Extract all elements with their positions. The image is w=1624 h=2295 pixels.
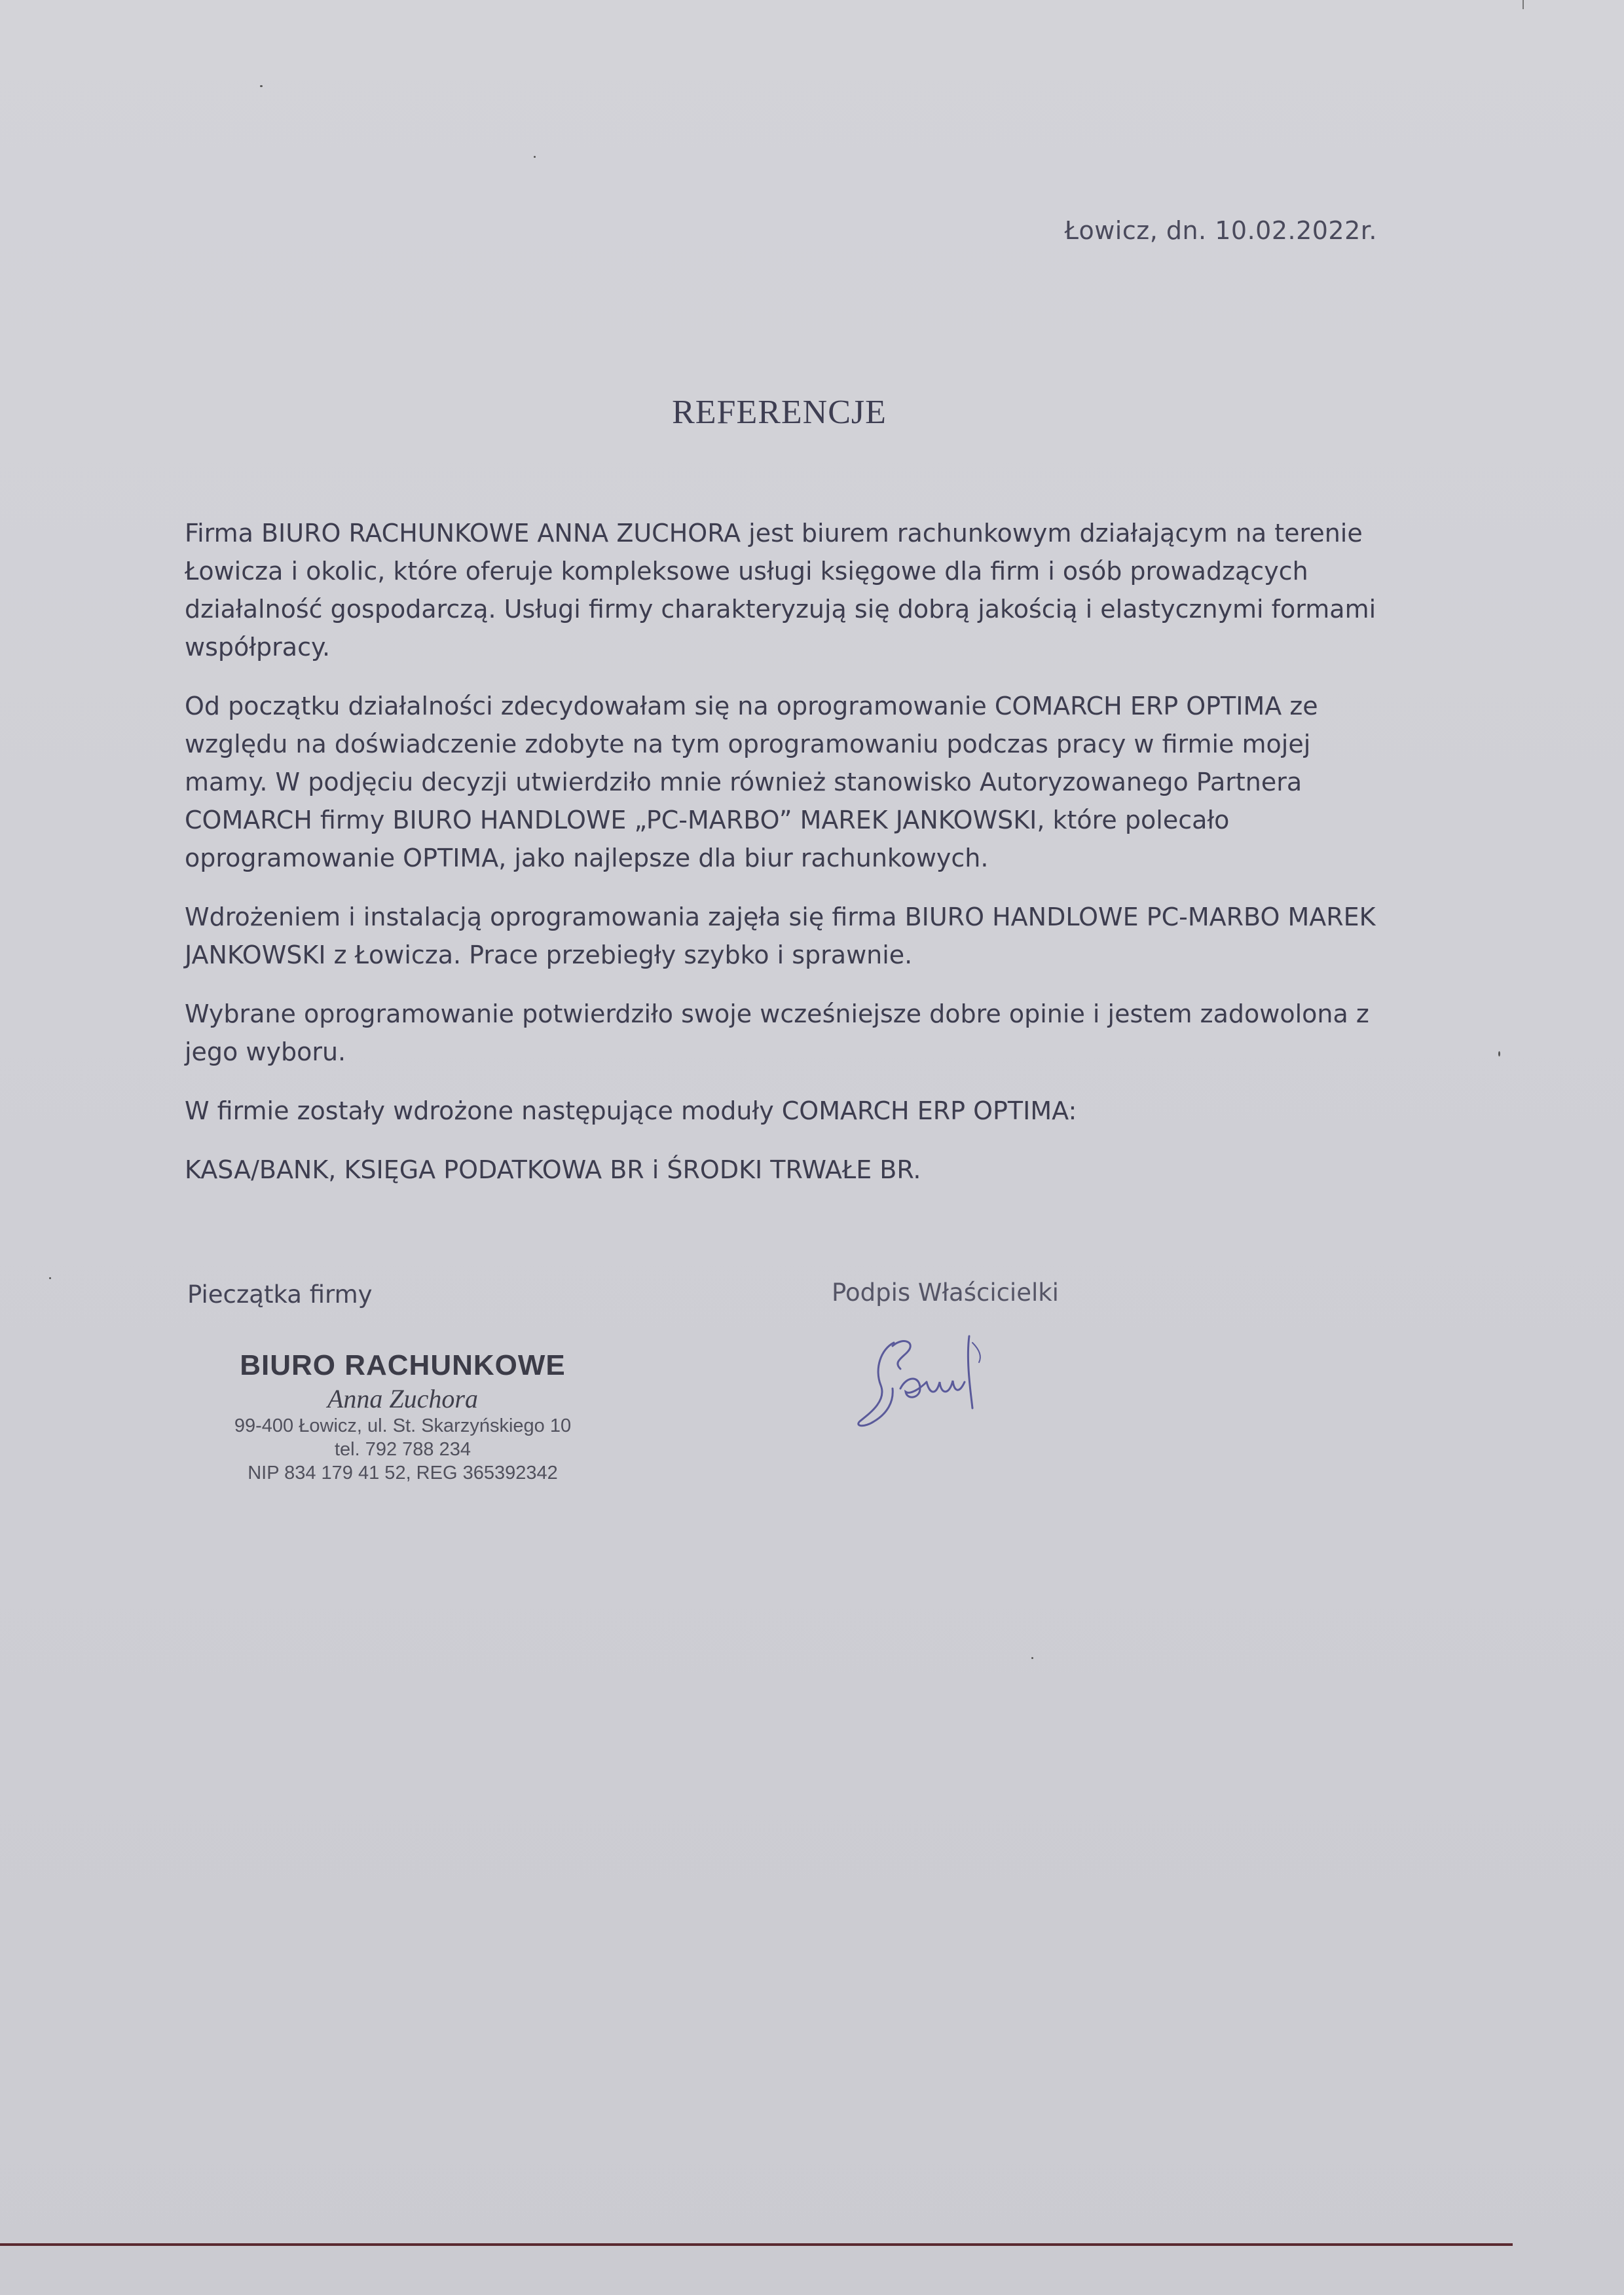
stamp-address: 99-400 Łowicz, ul. St. Skarzyńskiego 10: [234, 1415, 572, 1436]
stamp-label: Pieczątka firmy: [187, 1280, 373, 1309]
paragraph-software-choice: Od początku działalności zdecydowałam się na oprogramowanie COMARCH ERP OPTIMA ze względu na doświadczenie zdobyte na tym oprogramowaniu podczas pracy w firmie mojej mamy. W podjęciu decyzji utwierdziło mnie również stanowisko Autoryzowanego Partnera COMARCH firmy BIURO HANDLOWE „PC-MARBO” MAREK JANKOWSKI, które polecało oprogramowanie OPTIMA, jako najlepsze dla biur rachunkowych.: [185, 692, 1318, 872]
scan-speck: [534, 156, 536, 158]
stamp-phone: tel. 792 788 234: [334, 1439, 471, 1460]
paragraph-intro: Firma BIURO RACHUNKOWE ANNA ZUCHORA jest biurem rachunkowym działającym na terenie Łowicza i okolic, które oferuje kompleksowe usługi księgowe dla firm i osób prowadzących działalność gospodarczą. Usługi firmy charakteryzują się dobrą jakością i elastycznymi formami współpracy.: [185, 519, 1376, 662]
paragraph-implementation: Wdrożeniem i instalacją oprogramowania zajęła się firma BIURO HANDLOWE PC-MARBO MAREK JANKOWSKI z Łowicza. Prace przebiegły szybko i sprawnie.: [185, 903, 1376, 969]
scan-speck: [49, 1277, 51, 1279]
document-title: REFERENCJE: [672, 394, 887, 431]
stamp-company-name: BIURO RACHUNKOWE: [240, 1349, 566, 1381]
scan-speck: [1498, 1051, 1500, 1056]
document-date: Łowicz, dn. 10.02.2022r.: [1064, 216, 1377, 245]
stamp-owner-name: Anna Zuchora: [327, 1384, 478, 1413]
owner-signature: [855, 1323, 999, 1434]
scan-speck: [260, 85, 263, 87]
bottom-rule: [0, 2243, 1513, 2246]
company-stamp: [226, 1349, 580, 1485]
stamp-registration: NIP 834 179 41 52, REG 365392342: [248, 1463, 558, 1483]
scan-speck: [1031, 1657, 1033, 1659]
document-body: [185, 514, 1390, 1210]
paragraph-modules-intro: W firmie zostały wdrożone następujące moduły COMARCH ERP OPTIMA:: [185, 1096, 1077, 1125]
modules-list: KASA/BANK, KSIĘGA PODATKOWA BR i ŚRODKI TRWAŁE BR.: [185, 1155, 921, 1184]
signature-label: Podpis Właścicielki: [832, 1278, 1059, 1307]
scan-edge-mark: [1522, 0, 1524, 9]
paragraph-satisfaction: Wybrane oprogramowanie potwierdziło swoje wcześniejsze dobre opinie i jestem zadowolona z jego wyboru.: [185, 999, 1369, 1066]
